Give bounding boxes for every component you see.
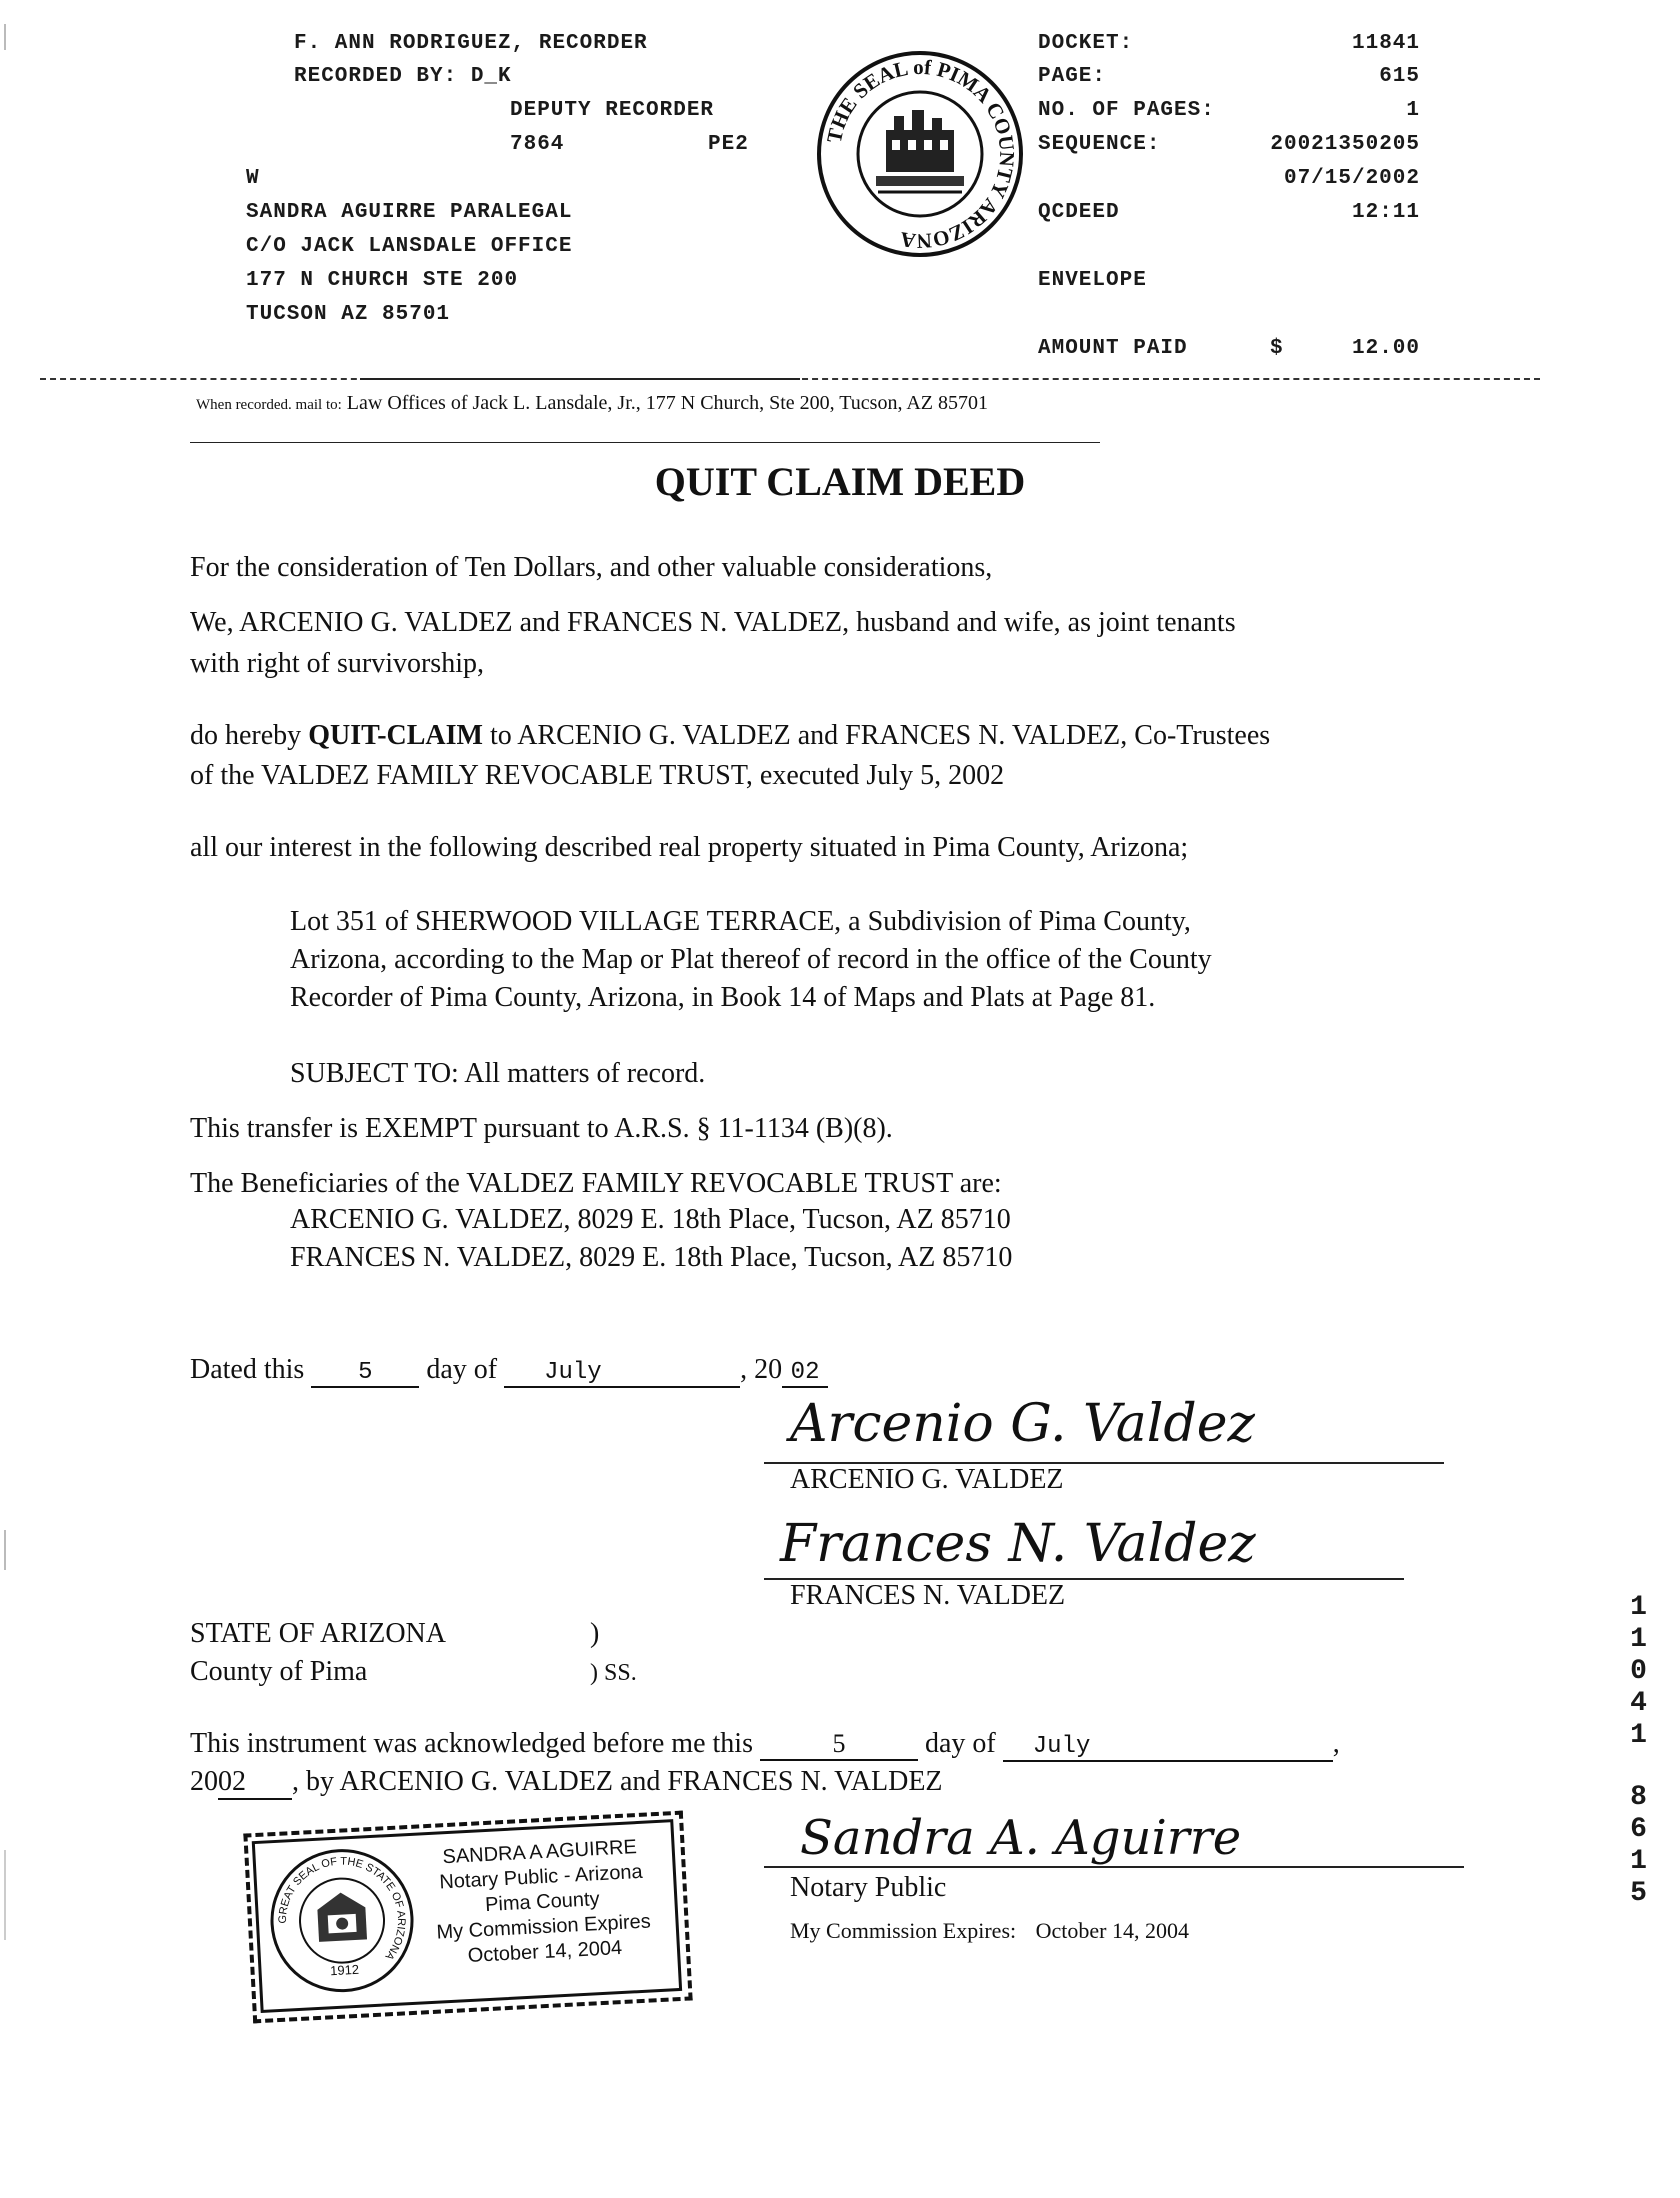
sequence-label: SEQUENCE:	[1038, 133, 1161, 156]
beneficiaries-intro: The Beneficiaries of the VALDEZ FAMILY REVOCABLE TRUST are:	[190, 1168, 1002, 1199]
venue-county: County of Pima	[190, 1656, 368, 1687]
ack-month: July	[1003, 1733, 1333, 1762]
recording-date: 07/15/2002	[1283, 167, 1420, 190]
amount-value: 12.00	[1351, 337, 1420, 360]
ack-day-of: day of	[924, 1728, 996, 1759]
legal-description-3: Recorder of Pima County, Arizona, in Book 14 of Maps and Plats at Page 81.	[290, 982, 1156, 1013]
signer-name-2: FRANCES N. VALDEZ	[790, 1580, 1066, 1611]
docket-value: 11841	[1351, 32, 1420, 55]
dated-day-of: day of	[426, 1354, 498, 1385]
quitclaim-post: to ARCENIO G. VALDEZ and FRANCES N. VALDEZ, Co-Trustees	[482, 720, 1271, 751]
legal-description-2: Arizona, according to the Map or Plat thereof of record in the office of the County	[290, 944, 1212, 975]
venue-ss: ) SS.	[590, 1660, 637, 1686]
margin-digit: 1	[1630, 1720, 1648, 1751]
dated-line	[190, 1354, 828, 1388]
mail-city: TUCSON AZ 85701	[246, 303, 451, 326]
mail-care-of: C/O JACK LANSDALE OFFICE	[246, 235, 573, 258]
notary-public-label: Notary Public	[790, 1872, 947, 1903]
commission-expires-date: October 14, 2004	[1035, 1918, 1189, 1943]
dated-century: 20	[754, 1354, 783, 1385]
scan-mark	[4, 1850, 6, 1940]
venue-paren-1: )	[590, 1618, 600, 1649]
mail-street: 177 N CHURCH STE 200	[246, 269, 519, 292]
margin-docket-stamp	[1624, 1592, 1654, 1910]
exempt-text: This transfer is EXEMPT pursuant to A.R.S. § 11-1134 (B)(8).	[190, 1113, 893, 1144]
quitclaim-pre: do hereby	[190, 720, 309, 751]
signature-notary: Sandra A. Aguirre	[800, 1810, 1242, 1866]
arizona-seal-icon	[266, 1845, 417, 1996]
acknowledgment-line-1: This instrument was acknowledged before me this 5 day of July ,	[190, 1728, 1340, 1760]
az-seal-year: 1912	[329, 1961, 360, 1979]
margin-digit: 5	[1630, 1878, 1648, 1909]
amount-currency: $	[1270, 337, 1284, 360]
dated-year: 02	[782, 1359, 828, 1388]
page-value: 615	[1379, 65, 1420, 88]
mail-to-label: When recorded. mail to:	[196, 397, 342, 413]
grantors-text-1: We, ARCENIO G. VALDEZ and FRANCES N. VALDEZ, husband and wife, as joint tenants	[190, 607, 1236, 638]
margin-digit: 1	[1630, 1592, 1648, 1623]
document-title: QUIT CLAIM DEED	[654, 459, 1026, 504]
acknowledgment-line-2	[190, 1766, 943, 1800]
beneficiary-1: ARCENIO G. VALDEZ, 8029 E. 18th Place, Tucson, AZ 85710	[290, 1204, 1011, 1235]
ack-year: 02	[218, 1766, 292, 1800]
margin-digit: 8	[1630, 1782, 1648, 1813]
ack-century: 20	[190, 1766, 218, 1797]
seal-ring-text: THE SEAL of PIMA COUNTY ARIZONA	[821, 54, 1020, 254]
mail-to-underline	[190, 442, 1100, 443]
beneficiary-2: FRANCES N. VALDEZ, 8029 E. 18th Place, Tucson, AZ 85710	[290, 1242, 1013, 1273]
pages-label: NO. OF PAGES:	[1038, 99, 1215, 122]
dated-day: 5	[311, 1359, 419, 1388]
recording-time: 12:11	[1351, 201, 1420, 224]
az-seal-text: GREAT SEAL OF THE STATE OF ARIZONA	[276, 1855, 408, 1963]
subject-to: SUBJECT TO: All matters of record.	[290, 1058, 706, 1089]
mail-to-line	[196, 392, 988, 415]
stamp-date: October 14, 2004	[467, 1936, 623, 1968]
scan-mark	[4, 1530, 6, 1570]
grantors-text-2: with right of survivorship,	[190, 648, 484, 679]
ack-acknowledgers: , by ARCENIO G. VALDEZ and FRANCES N. VALDEZ	[292, 1766, 943, 1797]
recorded-by: RECORDED BY: D_K	[294, 65, 512, 88]
sequence-value: 20021350205	[1270, 133, 1420, 156]
deputy-recorder: DEPUTY RECORDER	[510, 99, 715, 122]
margin-digit: 6	[1630, 1814, 1648, 1845]
signature-arcenio: Arcenio G. Valdez	[790, 1394, 1255, 1454]
page-label: PAGE:	[1038, 65, 1107, 88]
margin-digit: 1	[1630, 1624, 1648, 1655]
venue-state: STATE OF ARIZONA	[190, 1618, 446, 1649]
quitclaim-bold: QUIT-CLAIM	[308, 720, 483, 751]
commission-expires-label: My Commission Expires:	[790, 1918, 1017, 1943]
stamp-name: SANDRA A AGUIRRE	[441, 1836, 638, 1869]
consideration-text: For the consideration of Ten Dollars, and other valuable considerations,	[190, 552, 993, 583]
scan-mark	[4, 24, 6, 50]
docket-label: DOCKET:	[1038, 32, 1134, 55]
notary-signature-line	[764, 1866, 1464, 1868]
dated-month: July	[504, 1359, 740, 1388]
margin-digit: 1	[1630, 1846, 1648, 1877]
amount-label: AMOUNT PAID	[1038, 337, 1188, 360]
margin-digit: 4	[1630, 1688, 1648, 1719]
stamp-commission: My Commission Expires	[435, 1910, 652, 1944]
pages-value: 1	[1406, 99, 1420, 122]
recorder-name: F. ANN RODRIGUEZ, RECORDER	[294, 32, 648, 55]
stamp-lines	[414, 1834, 670, 1972]
stamp-title: Notary Public - Arizona	[438, 1860, 644, 1894]
recorder-code-1: 7864	[510, 133, 565, 156]
pima-county-seal	[816, 50, 1024, 258]
signer-name-1: ARCENIO G. VALDEZ	[790, 1464, 1064, 1495]
interest-text: all our interest in the following described real property situated in Pima County, Arizona;	[190, 832, 1189, 863]
mail-name: SANDRA AGUIRRE PARALEGAL	[246, 201, 573, 224]
notary-stamp	[243, 1811, 692, 2024]
ack-text: This instrument was acknowledged before me this	[190, 1728, 753, 1759]
mail-to-address: Law Offices of Jack L. Lansdale, Jr., 177 N Church, Ste 200, Tucson, AZ 85701	[346, 392, 989, 414]
return-marker: W	[246, 167, 260, 190]
document-type: QCDEED	[1038, 201, 1120, 224]
stamp-county: Pima County	[484, 1888, 601, 1917]
quitclaim-text-2: of the VALDEZ FAMILY REVOCABLE TRUST, executed July 5, 2002	[190, 760, 1005, 791]
dated-comma: ,	[740, 1354, 748, 1385]
margin-digit: 0	[1630, 1656, 1648, 1687]
envelope-label: ENVELOPE	[1038, 269, 1147, 292]
recorder-code-2: PE2	[708, 133, 749, 156]
signature-frances: Frances N. Valdez	[780, 1514, 1256, 1574]
header-separator-solid	[360, 378, 800, 380]
commission-expires-line	[790, 1918, 1189, 1944]
quitclaim-text-1	[190, 720, 1270, 752]
legal-description-1: Lot 351 of SHERWOOD VILLAGE TERRACE, a Subdivision of Pima County,	[290, 906, 1191, 937]
ack-day: 5	[760, 1729, 918, 1761]
dated-prefix: Dated this	[190, 1354, 305, 1385]
